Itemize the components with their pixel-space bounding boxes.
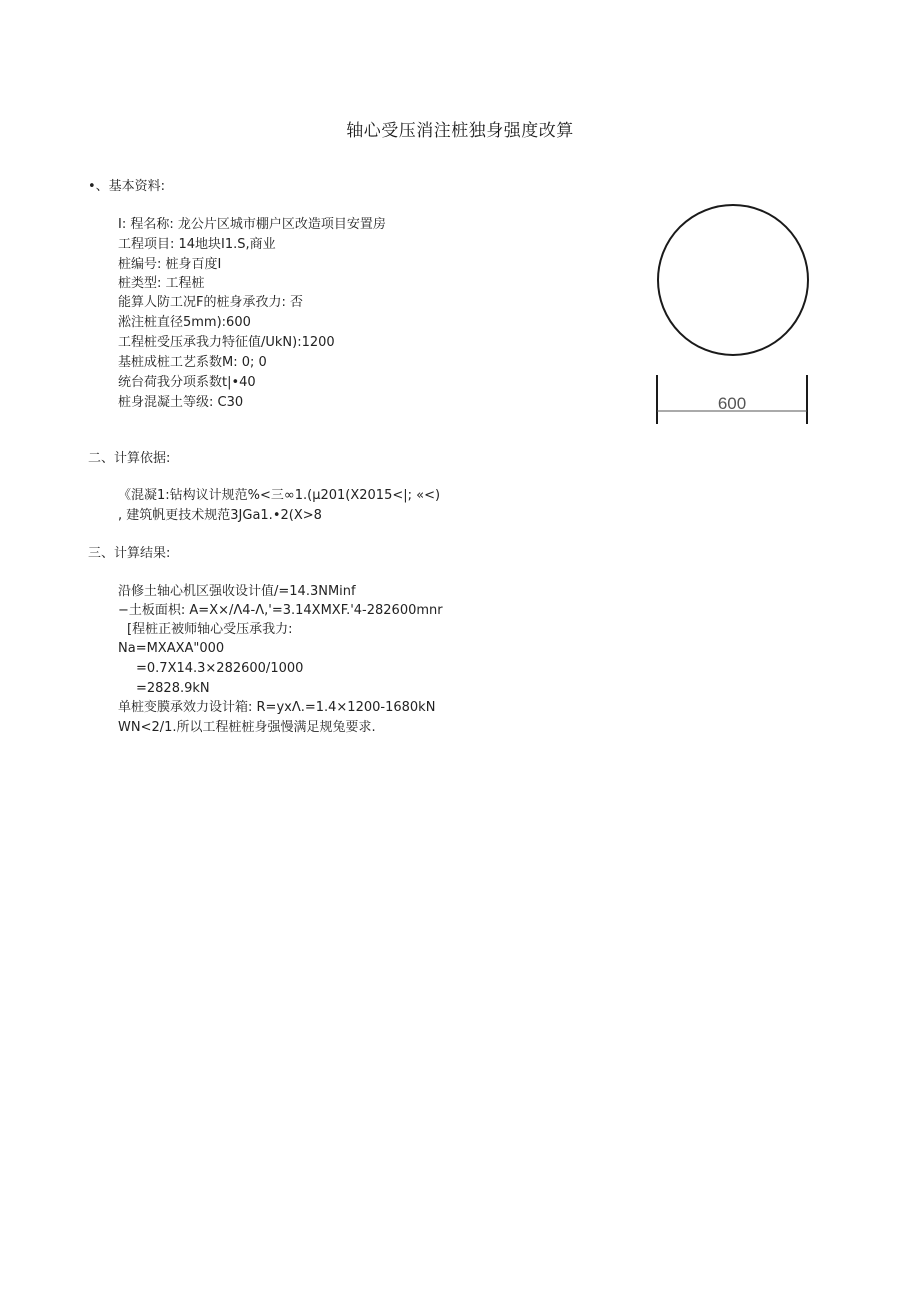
pile-diameter-line: 淞注桩直径5mm):600 (118, 315, 251, 330)
page-title: 轴心受压消注桩独身强度改算 (346, 121, 574, 141)
dimension-label: 600 (717, 394, 747, 413)
design-value-line: 单桩变膜承效力设计箱: R=yxΛ.=1.4×1200-1680kN (118, 700, 436, 715)
civil-defense-line: 能算人防工况F的桩身承孜力: 否 (118, 295, 303, 310)
project-name-line: I: 程名称: 龙公片区城市棚户区改造项目安置房 (118, 217, 386, 232)
formula-line: Na=MXAXA"000 (118, 641, 225, 656)
bearing-capacity-line: 工程桩受压承我力特征值/UkN):1200 (118, 335, 335, 350)
section-basic-info-heading: •、基本资料: (88, 179, 166, 194)
concrete-code-line: 《混凝1:钻构议计规范%<三∞1.(µ201(X2015<|; «<) (118, 488, 441, 503)
project-item-line: 工程项目: 14地块I1.S,商业 (118, 237, 276, 252)
section-area-line: −土板面枳: A=X×/Λ4-Λ,'=3.14XMXF.'4-282600mnr (118, 603, 443, 618)
pile-circle (658, 205, 808, 355)
concrete-strength-line: 沿修土轴心机区强收设计值/=14.3NMinf (118, 584, 356, 599)
concrete-grade-line: 桩身混凝土等级: C30 (118, 395, 244, 410)
pile-type-line: 桩类型: 工程桩 (118, 276, 205, 291)
pile-section-diagram (648, 200, 818, 430)
conclusion-line: WN<2/1.所以工程桩桩身强慢满足规兔要求. (118, 720, 376, 735)
pile-code-line: , 建筑帆更技术规范3JGa1.•2(X>8 (118, 508, 322, 523)
process-coefficient-line: 基桩成桩工艺系数M: 0; 0 (118, 355, 267, 370)
section-basis-heading: 二、计算依据: (88, 451, 171, 466)
load-factor-line: 统台荷我分项系数t|•40 (118, 375, 256, 390)
pile-number-line: 桩编号: 桩身百度I (118, 257, 222, 272)
substitution-line: =0.7X14.3×282600/1000 (136, 661, 304, 676)
axial-capacity-label-line: [程桩正被师轴心受压承我力: (127, 622, 293, 637)
result-line: =2828.9kN (136, 681, 210, 696)
section-results-heading: 三、计算结果: (88, 546, 171, 561)
